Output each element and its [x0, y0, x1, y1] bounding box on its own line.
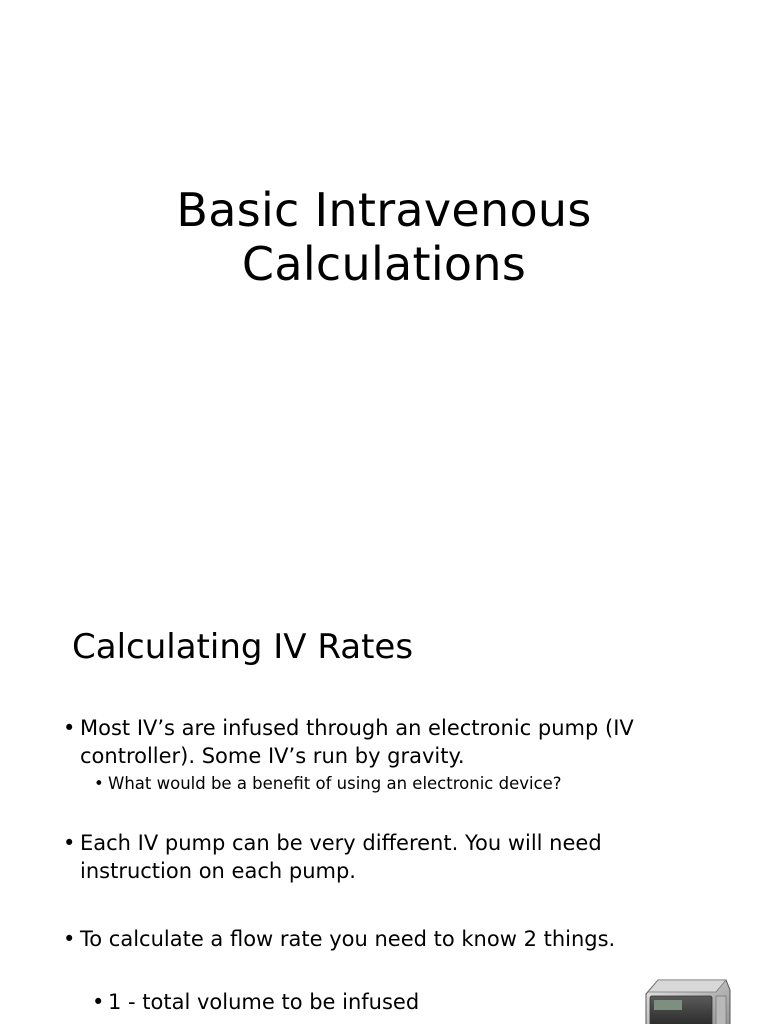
section-heading: Calculating IV Rates	[72, 627, 414, 667]
bullet-item: • To calculate a flow rate you need to know 2 things.	[80, 925, 650, 953]
bullet-text-line: Most IV’s are infused through an electronic pump (IV	[80, 716, 634, 740]
sub-bullet-item: • 1 - total volume to be infused	[108, 988, 668, 1016]
bullet-text-line: Each IV pump can be very different. You will need	[80, 831, 602, 855]
slide-title-line-2: Calculations	[241, 237, 527, 291]
bullet-item	[80, 714, 650, 770]
bullet-text-line: instruction on each pump.	[80, 859, 356, 883]
bullet-text-line: controller). Some IV’s run by gravity.	[80, 744, 465, 768]
bullet-item	[80, 829, 650, 885]
iv-pump-device-icon	[640, 978, 732, 1024]
sub-bullet-item: • What would be a benefit of using an electronic device?	[108, 773, 668, 795]
slide-title-line-1: Basic Intravenous	[176, 183, 592, 237]
